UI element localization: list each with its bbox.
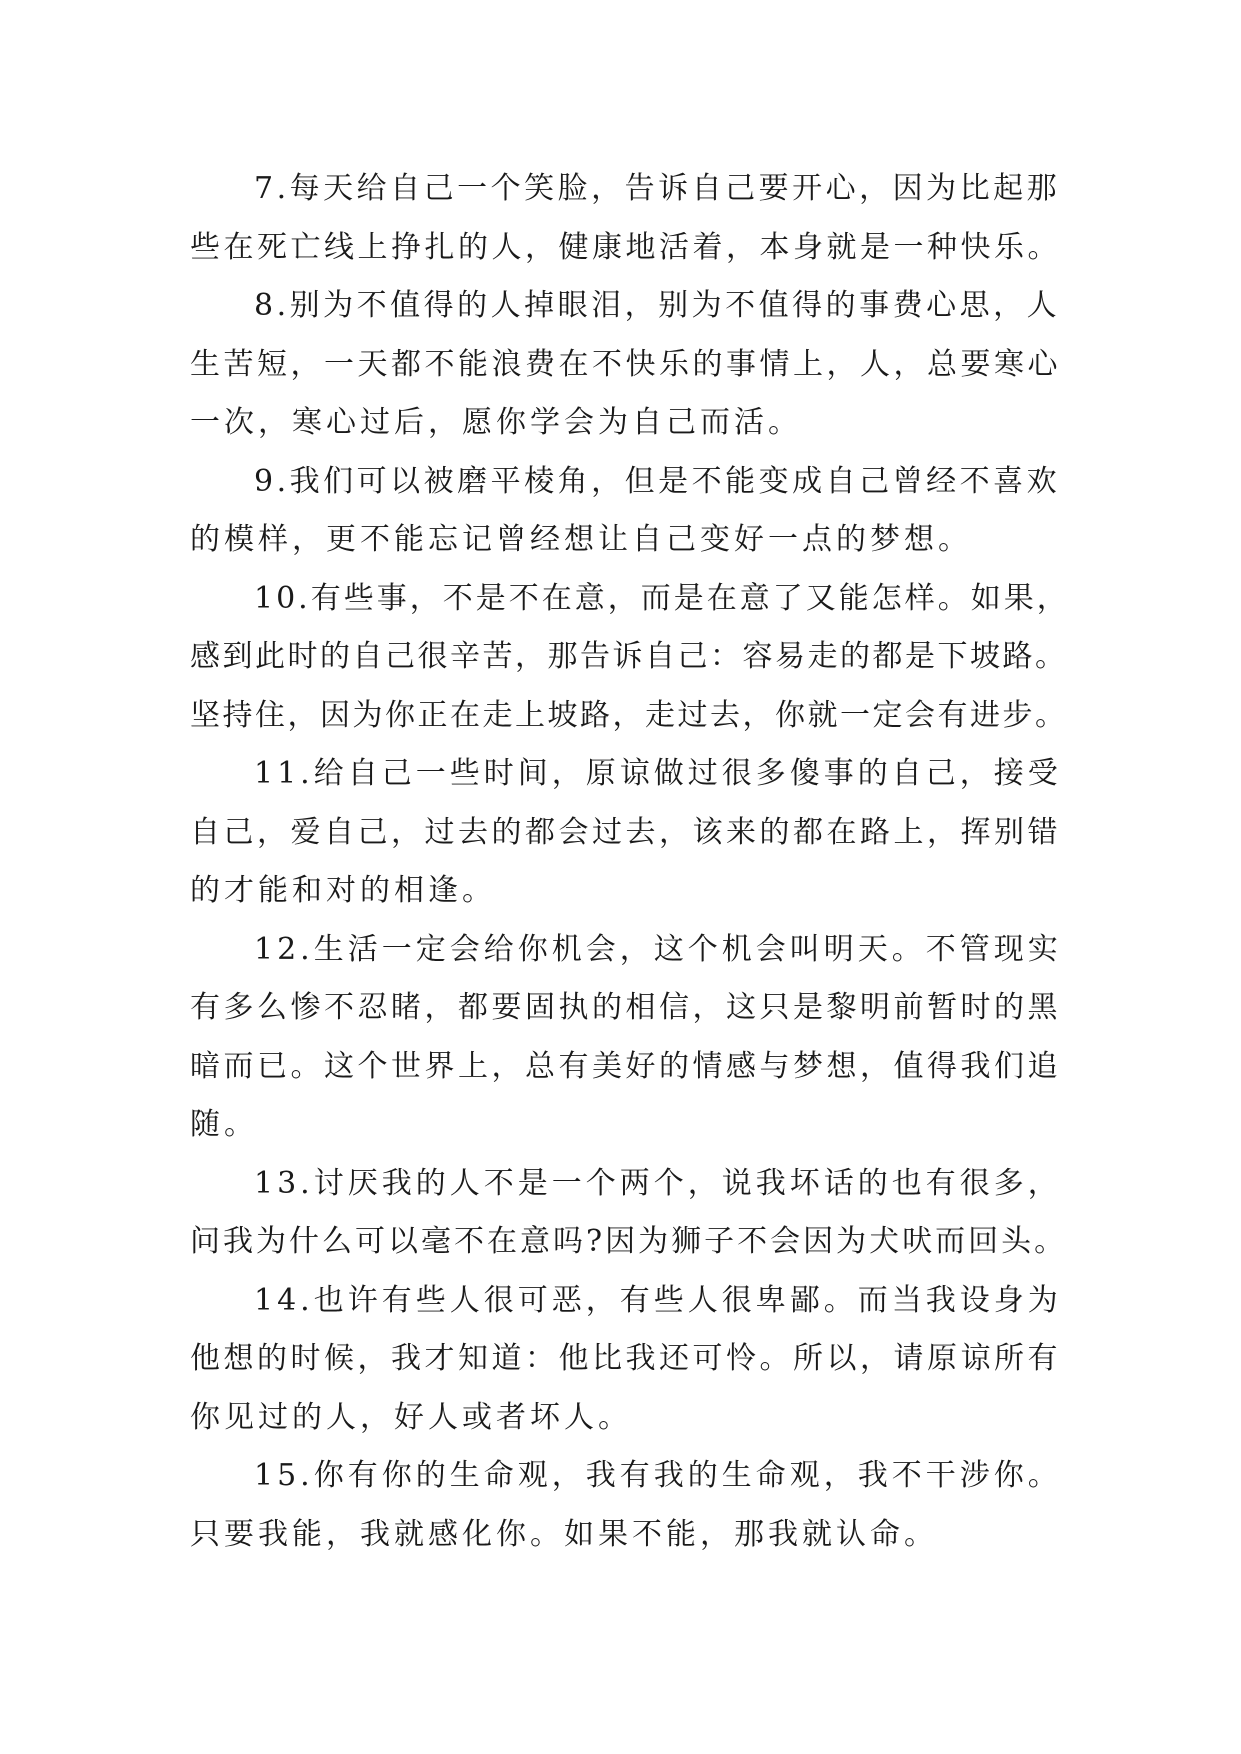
paragraph-line: 11.给自己一些时间，原谅做过很多傻事的自己，接受 <box>254 756 1062 791</box>
paragraph-10 <box>190 570 1070 746</box>
paragraph-12 <box>190 921 1070 1155</box>
paragraph-9 <box>190 453 1070 570</box>
document-body <box>190 160 1070 1564</box>
paragraph-line: 13.讨厌我的人不是一个两个，说我坏话的也有很多， <box>254 1165 1062 1201</box>
paragraph-line: 8.别为不值得的人掉眼泪，别为不值得的事费心思，人 <box>254 288 1061 323</box>
paragraph-line: 自己，爱自己，过去的都会过去，该来的都在路上，挥别错 <box>190 814 1061 850</box>
paragraph-line: 的模样，更不能忘记曾经想让自己变好一点的梦想。 <box>190 522 972 557</box>
paragraph-line: 的才能和对的相逢。 <box>190 873 496 908</box>
paragraph-line: 15.你有你的生命观，我有我的生命观，我不干涉你。 <box>254 1458 1062 1493</box>
paragraph-15 <box>190 1447 1070 1564</box>
paragraph-line: 7.每天给自己一个笑脸，告诉自己要开心，因为比起那 <box>254 171 1061 206</box>
paragraph-line: 你见过的人，好人或者坏人。 <box>190 1399 632 1435</box>
paragraph-line: 感到此时的自己很辛苦，那告诉自己：容易走的都是下坡路。 <box>190 639 1068 674</box>
paragraph-line: 有多么惨不忍睹，都要固执的相信，这只是黎明前暂时的黑 <box>190 990 1061 1025</box>
paragraph-line: 问我为什么可以毫不在意吗?因为狮子不会因为犬吠而回头。 <box>190 1224 1068 1259</box>
paragraph-line: 9.我们可以被磨平棱角，但是不能变成自己曾经不喜欢 <box>254 463 1061 499</box>
paragraph-line: 他想的时候，我才知道：他比我还可怜。所以，请原谅所有 <box>190 1341 1061 1376</box>
paragraph-line: 10.有些事，不是不在意，而是在意了又能怎样。如果， <box>254 580 1070 616</box>
paragraph-line: 12.生活一定会给你机会，这个机会叫明天。不管现实 <box>254 931 1062 967</box>
paragraph-line: 随。 <box>190 1107 258 1142</box>
paragraph-line: 暗而已。这个世界上，总有美好的情感与梦想，值得我们追 <box>190 1048 1061 1084</box>
paragraph-13 <box>190 1155 1070 1272</box>
paragraph-14 <box>190 1272 1070 1448</box>
paragraph-line: 生苦短，一天都不能浪费在不快乐的事情上，人，总要寒心 <box>190 346 1061 382</box>
paragraph-line: 一次，寒心过后，愿你学会为自己而活。 <box>190 405 802 440</box>
paragraph-11 <box>190 745 1070 921</box>
paragraph-line: 些在死亡线上挣扎的人，健康地活着，本身就是一种快乐。 <box>190 229 1061 265</box>
paragraph-line: 只要我能，我就感化你。如果不能，那我就认命。 <box>190 1516 938 1552</box>
paragraph-line: 坚持住，因为你正在走上坡路，走过去，你就一定会有进步。 <box>190 697 1068 733</box>
paragraph-line: 14.也许有些人很可恶，有些人很卑鄙。而当我设身为 <box>254 1282 1062 1318</box>
paragraph-8 <box>190 277 1070 453</box>
paragraph-7 <box>190 160 1070 277</box>
